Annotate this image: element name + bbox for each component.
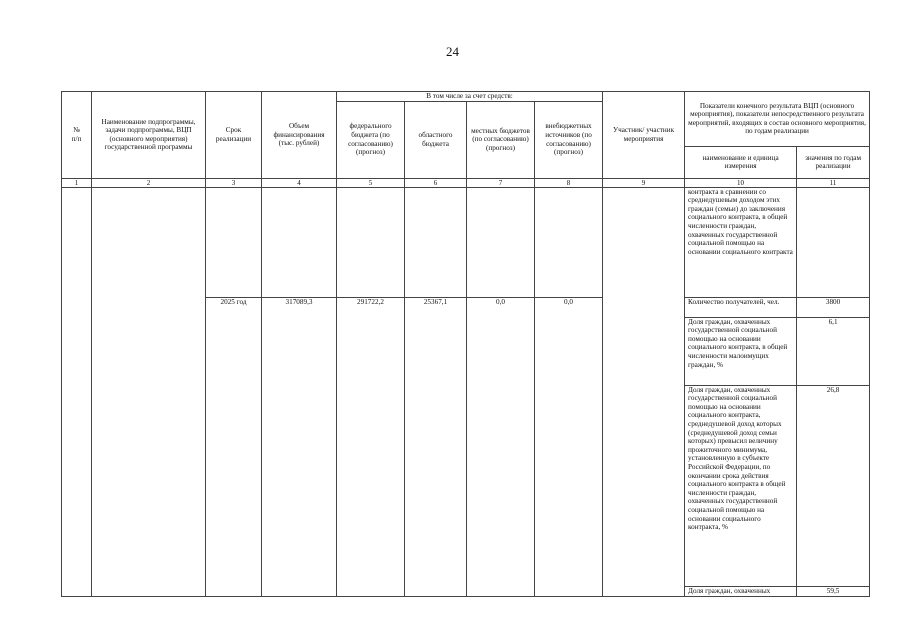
cell-federal-prev <box>337 187 405 297</box>
cell-regional-prev <box>405 187 467 297</box>
column-number: 11 <box>797 178 870 187</box>
indicator-value: 26,8 <box>797 385 870 586</box>
header-sources-group: В том числе за счет средств: <box>337 92 603 102</box>
cell-no <box>62 187 92 596</box>
header-offbudget: внебюджетных источников (по согласованию) (прогноз) <box>535 101 603 178</box>
header-federal: федерального бюджета (по согласованию) (прогноз) <box>337 101 405 178</box>
budget-table <box>61 91 869 597</box>
header-no: № п/п <box>62 92 92 179</box>
cell-participant <box>603 187 685 596</box>
page-number: 24 <box>446 44 459 59</box>
column-number: 3 <box>206 178 262 187</box>
indicator-value: 3800 <box>797 297 870 317</box>
column-number: 5 <box>337 178 405 187</box>
column-number: 8 <box>535 178 603 187</box>
local-value: 0,0 <box>467 297 535 596</box>
column-number: 10 <box>685 178 797 187</box>
indicator-value-continued <box>797 187 870 297</box>
header-indicator-name: наименование и единица измерения <box>685 146 797 178</box>
indicator-name: Количество получателей, чел. <box>685 297 797 317</box>
column-number: 1 <box>62 178 92 187</box>
cell-term-prev <box>206 187 262 297</box>
column-number: 9 <box>603 178 685 187</box>
column-number: 2 <box>92 178 206 187</box>
indicator-name: Доля граждан, охваченных государственной социальной помощью на основании социального контракта, в общей численности малоимущих граждан, % <box>685 317 797 385</box>
column-number: 4 <box>262 178 337 187</box>
offbudget-value: 0,0 <box>535 297 603 596</box>
cell-local-prev <box>467 187 535 297</box>
cell-offbudget-prev <box>535 187 603 297</box>
volume-value: 317089,3 <box>262 297 337 596</box>
indicator-name: Доля граждан, охваченных государственной социальной помощью на основании социального контракта, среднедушевой доход которых (среднедушевой доход семьи которых) превысил величину прожиточного минимума, установленную в субъекте Российской Федерации, по окончании срока действия социального контракта в общей численности граждан, охваченных государственной социальной помощью на основании социального контракта, % <box>685 385 797 586</box>
header-term: Срок реализации <box>206 92 262 179</box>
cell-volume-prev <box>262 187 337 297</box>
header-indicators-group: Показатели конечного результата ВЦП (основного мероприятия), показатели непосредственного результата мероприятий, входящих в состав основного мероприятия, по годам реализации <box>685 92 870 147</box>
indicator-value: 6,1 <box>797 317 870 385</box>
indicator-name-continued: контракта в сравнении со среднедушевым доходом этих граждан (семьи) до заключения социального контракта, в общей численности граждан, охваченных государственной социальной помощью на основании социального контракта <box>685 187 797 297</box>
federal-value: 291722,2 <box>337 297 405 596</box>
column-number: 6 <box>405 178 467 187</box>
regional-value: 25367,1 <box>405 297 467 596</box>
header-indicator-value: значения по годам реализации <box>797 146 870 178</box>
indicator-name: Доля граждан, охваченных <box>685 586 797 596</box>
header-local: местных бюджетов (по согласованию) (прогноз) <box>467 101 535 178</box>
indicator-value: 59,5 <box>797 586 870 596</box>
year-label: 2025 год <box>206 297 262 596</box>
cell-name <box>92 187 206 596</box>
header-participant: Участник/ участник мероприятия <box>603 92 685 179</box>
column-number: 7 <box>467 178 535 187</box>
header-name: Наименование подпрограммы, задачи подпрограммы, ВЦП (основного мероприятия) государственной программы <box>92 92 206 179</box>
header-regional: областного бюджета <box>405 101 467 178</box>
header-volume: Объем финансирования (тыс. рублей) <box>262 92 337 179</box>
